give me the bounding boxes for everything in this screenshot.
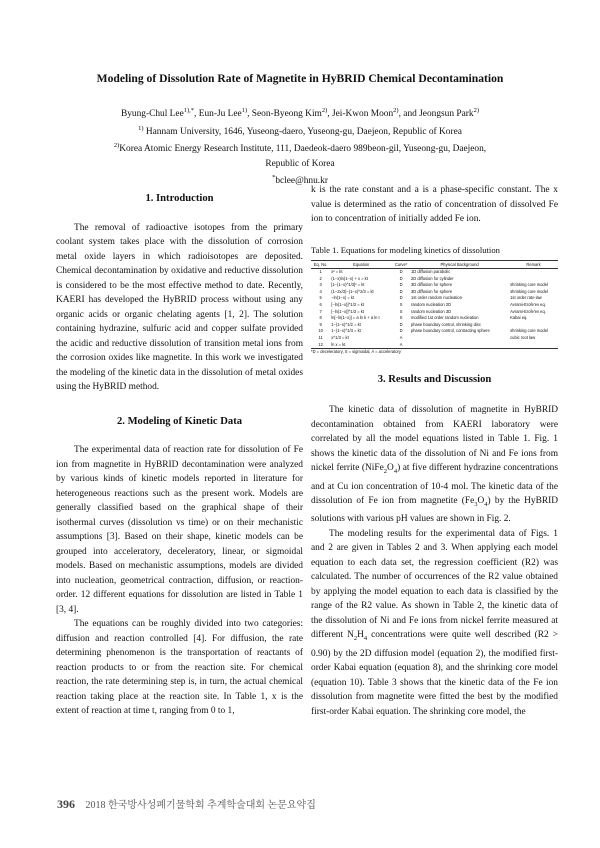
table-cell: x² = kt xyxy=(331,269,343,275)
table-cell: 3 xyxy=(319,282,322,288)
table-cell: 1−(1−x)^1/3 = kt xyxy=(331,328,361,334)
table-cell: A xyxy=(392,341,410,348)
table-cell: 10 xyxy=(318,328,323,334)
kinetics-table xyxy=(311,260,558,349)
results-paragraph-1: The kinetic data of dissolution of magnetite in HyBRID decontamination obtained from KAERI laboratory were correlated by all the model equations listed in Table 1. Fig. 1 shows the kinetic data of the dissolution of Ni and Fe ions from nickel ferrite $(NiFe_2O_4)$ at five different hydrazine concentrations and at Cu ion concentration of 10-4 mol. The kinetic data of the dissolution of Fe ion from magnetite $(Fe_3O_4)$ by the HyBRID solutions with various pH values are shown in Fig. 2. xyxy=(311,405,558,525)
table-row xyxy=(311,335,558,342)
affiliation-2-country: Republic of Korea xyxy=(265,158,335,169)
model-paragraph-2: The equations can be roughly divided into two categories: diffusion and reaction controlled [4]. For diffusion, the rate determining phenomenon is the transportation of reactants of reaction products to or from the reaction site. For chemical reaction, the rate determining step is, in turn, the actual chemical reaction taking place at the reaction site. In Table 1, x is the extent of reaction at time t, ranging from 0 to 1, xyxy=(56,619,303,716)
right-column xyxy=(311,183,558,719)
table-cell: modified 1st order random nucleation xyxy=(411,315,479,321)
model-heading: 2. Modeling of Kinetic Data xyxy=(116,415,243,427)
table-cell: Avrami-Erofe'ev eq. xyxy=(510,302,546,308)
table-cell: 9 xyxy=(319,321,322,327)
results-heading: 3. Results and Discussion xyxy=(377,373,492,385)
table-row xyxy=(311,308,558,315)
table-cell: D xyxy=(399,275,403,281)
table-row xyxy=(311,282,558,289)
table-cell xyxy=(509,268,558,275)
table-cell: 8 xyxy=(319,315,322,321)
affiliation-2: $^{2)}$Korea Atomic Energy Research Institute, 111, Daedeok-daero 989beon-gil, Yuseong-gu, Daejeon, xyxy=(113,142,487,155)
table-row xyxy=(311,295,558,302)
table-row xyxy=(311,275,558,282)
table-header-cell: Eq. No. xyxy=(311,261,330,269)
table-cell: [1−(1−x)^1/3]² = kt xyxy=(331,282,365,288)
table-cell: ln[−ln(1−x)] = a ln k + a ln t xyxy=(331,315,380,321)
table-cell: Avrami-Erofe'ev eq. xyxy=(510,308,546,314)
table-cell: shrinking core model xyxy=(510,282,548,288)
table-row xyxy=(311,302,558,309)
table-cell xyxy=(509,341,558,348)
table-cell: [−ln(1−x)]^1/3 = kt xyxy=(331,308,364,314)
table-cell: phase boundary control, shrinking disc xyxy=(411,321,481,327)
table-cell: D xyxy=(399,295,403,301)
table-cell xyxy=(410,335,509,342)
table-cell xyxy=(509,275,558,282)
corresponding-email[interactable]: *bclee@hnu.kr xyxy=(272,174,328,187)
table-row xyxy=(311,288,558,295)
table-cell: 2D diffusion for cylinder xyxy=(411,275,454,281)
table-cell: −ln(1−x) = kt xyxy=(331,295,355,301)
table-cell: random nucleation 2D xyxy=(411,302,452,308)
continued-paragraph: k is the rate constant and a is a phase-specific constant. The x value is determined as the ratio of concentration of dissolved Fe ion to concentration of initially added Fe ion. xyxy=(311,185,558,224)
table-cell xyxy=(410,341,509,348)
table-cell: cubic root law xyxy=(510,335,536,341)
table-cell: 4 xyxy=(319,288,322,294)
table-cell: D xyxy=(399,282,403,288)
table-cell: (1−2x/3)−(1−x)^2/3 = kt xyxy=(331,288,374,294)
table-cell: D xyxy=(399,288,403,294)
table-cell: 3D diffusion for sphere xyxy=(411,288,453,294)
table-cell: [−ln(1−x)]^1/2 = kt xyxy=(331,302,364,308)
table-cell: shrinking core model xyxy=(510,328,548,334)
table-cell: A xyxy=(399,335,403,341)
table-cell xyxy=(509,321,558,328)
intro-paragraph: The removal of radioactive isotopes from the primary coolant system takes place with the dissolution of corrosion metal oxide layers in which radioisotopes are deposited. Chemical decontamination by oxidative and reductive dissolution is considered to be the most effective method to date. Recently, KAERI has developed the HyBRID process without using any organic acids or organic chelating agents [1, 2]. The solution containing hydrazine, sulfuric acid and copper sulfate provided the acidic and reductive dissolution of transition metal ions from the corrosion oxides like magnetite. In this work we investigated the modeling of the kinetic data in the dissolution of metal oxides using the HyBRID method. xyxy=(56,222,303,392)
table-caption: Table 1. Equations for modeling kinetics of dissolution xyxy=(311,244,500,255)
table-cell: x^1/3 = kt xyxy=(331,335,349,341)
table-header-cell: Curve* xyxy=(392,261,410,269)
table-cell: D xyxy=(399,328,403,334)
table-cell: ln x = kt xyxy=(330,341,392,348)
table-header-cell: Equation xyxy=(330,261,392,269)
left-column xyxy=(56,182,303,719)
table-cell: D xyxy=(399,269,403,275)
table-row xyxy=(311,321,558,328)
table-cell: S xyxy=(399,302,403,308)
intro-heading: 1. Introduction xyxy=(145,193,214,204)
page-footer xyxy=(57,796,316,812)
table-cell: 7 xyxy=(319,308,322,314)
table-cell: 1−(1−x)^1/2 = kt xyxy=(331,321,361,327)
table-cell: 6 xyxy=(319,302,322,308)
table-row xyxy=(311,268,558,275)
table-cell: Kabai eq. xyxy=(510,315,528,321)
table-cell: random nucleation 3D xyxy=(411,308,452,314)
table-row xyxy=(311,328,558,335)
table-cell: D xyxy=(399,321,403,327)
table-cell: phase boundary control, contracting sphere xyxy=(411,328,490,334)
table-cell: 1D diffusion parabolic xyxy=(411,269,451,275)
table-cell: 3D diffusion for sphere xyxy=(411,282,453,288)
table-cell: (1−x)ln(1−x) + x = kt xyxy=(331,275,368,281)
table-cell: 1st order rate law xyxy=(510,295,542,301)
table-cell: S xyxy=(399,308,403,314)
table-cell: shrinking core model xyxy=(510,288,548,294)
author-block xyxy=(40,104,560,189)
table-header-cell: Remark xyxy=(509,261,558,269)
table-cell: 11 xyxy=(318,335,323,341)
table-cell: 2 xyxy=(319,275,322,281)
conference-name: 2018 한국방사성폐기물학회 추계학술대회 논문요약집 xyxy=(85,800,316,811)
table-row xyxy=(311,341,558,348)
table-cell: 12 xyxy=(311,341,330,348)
table-header-row xyxy=(311,261,558,269)
table-cell: 1 xyxy=(319,269,322,275)
table-row xyxy=(311,315,558,322)
model-paragraph-1: The experimental data of reaction rate for dissolution of Fe ion from magnetite in HyBRID decontamination were analyzed by various kinds of kinetic models reported in literature for heterogeneous reactions such as the present work. Models are generally classified based on the graphical shape of their isothermal curves (dissolution vs time) or on their mechanistic assumptions [3]. Based on their shape, kinetic models can be grouped into acceleratory, deceleratory, linear, or sigmoidal models. Based on mechanistic assumptions, models are divided into nucleation, geometrical contraction, diffusion, or reaction-order. 12 different equations for dissolution are listed in Table 1 [3, 4]. xyxy=(56,445,303,615)
table-footnote: *D = deceleratory, S = sigmoidal, A = acceleratory xyxy=(311,348,401,354)
author-list: Byung-Chul Lee$^{1),*}$, Eun-Ju Lee$^{1)}$, Seon-Byeong Kim$^{2)}$, Jei-Kwon Moon$^{2)}$, and Jeongsun Park$^{2)}$ xyxy=(120,107,480,120)
table-cell: S xyxy=(399,315,403,321)
table-header-cell: Physical Background xyxy=(410,261,509,269)
results-paragraph-2: The modeling results for the experimental data of Figs. 1 and 2 are given in Tables 2 and 3. When applying each model equation to each data set, the regression coefficient (R2) was calculated. The number of occurrences of the R2 value obtained by applying the model equation to each data is classified by the range of the R2 value. As shown in Table 2, the kinetic data of the dissolution of Ni and Fe ions from nickel ferrite measured at different $N_2H_4$ concentrations were quite well described (R2 > 0.90) by the 2D diffusion model (equation 2), the modified first-order Kabai equation (equation 8), and the shrinking core model (equation 10). Table 3 shows that the kinetic data of the Fe ion dissolution from magnetite were fitted the best by the modified first-order Kabai equation. The shrinking core model, the xyxy=(311,528,558,717)
table-cell: 1st order random nucleation xyxy=(411,295,462,301)
affiliation-1: $^{1)}$ Hannam University, 1646, Yuseong-daero, Yuseong-gu, Daejeon, Republic of Korea xyxy=(138,124,462,137)
table-cell: 5 xyxy=(319,295,322,301)
paper-title: Modeling of Dissolution Rate of Magnetite in HyBRID Chemical Decontamination xyxy=(96,72,504,85)
page-number: 396 xyxy=(57,797,75,811)
